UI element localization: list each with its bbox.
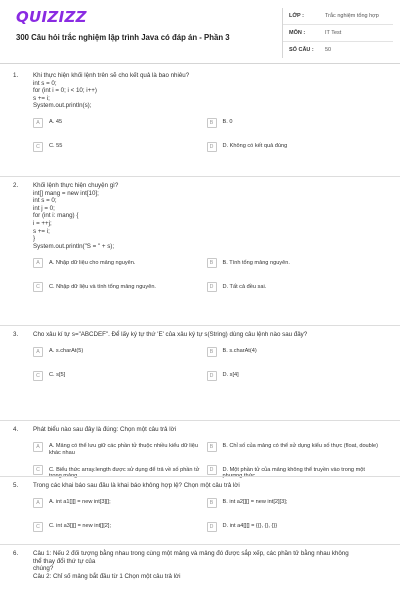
meta-table — [282, 8, 393, 58]
answer-option-a[interactable] — [33, 347, 207, 357]
answer-checkbox[interactable]: A — [33, 258, 43, 268]
question-line: Cho xâu kí tự s="ABCDEF". Để lấy ký tự thứ 'E' của xâu ký tự s(String) dùng câu lệnh nào sau đây? — [33, 331, 308, 338]
options-row — [33, 522, 380, 532]
answer-text: D. Không có kết quả đúng — [222, 143, 288, 150]
meta-label: SỐ CÂU : — [289, 47, 314, 53]
question-text — [33, 331, 380, 339]
options-row — [33, 258, 380, 268]
meta-row-subject — [283, 25, 393, 42]
question-line: System.out.println("S = " + s); — [33, 242, 115, 250]
question-line: thể thay đổi thứ tự của — [33, 557, 96, 565]
answer-option-b[interactable] — [207, 347, 381, 357]
meta-value: Trắc nghiệm tổng hợp — [325, 13, 379, 19]
question-line: Khi thực hiện khối lệnh trên sẽ cho kết quả là bao nhiêu? — [33, 72, 190, 79]
answer-option-b[interactable] — [207, 442, 381, 457]
question-text — [33, 550, 380, 580]
answer-checkbox[interactable]: C — [33, 142, 43, 152]
answer-text: D. Một phần tử của mảng không thể truyền vào trong một — [222, 466, 365, 473]
answer-option-a[interactable] — [33, 258, 207, 268]
answer-checkbox[interactable]: A — [33, 442, 43, 452]
document-header — [0, 0, 400, 64]
question-line: for (int i: mang) { — [33, 212, 79, 220]
question-divider — [0, 325, 400, 326]
question-number: 3. — [13, 331, 19, 338]
question-line: int s = 0; — [33, 197, 57, 205]
question-text — [33, 72, 380, 110]
answer-text: A. Mảng có thể lưu giữ các phần tử thuộc nhiều kiểu dữ liệu khác nhau — [49, 443, 199, 456]
answer-text: B. int a2[][] = new int[2][3]; — [222, 499, 288, 506]
answer-option-c[interactable] — [33, 465, 207, 480]
answer-checkbox[interactable]: D — [207, 371, 217, 381]
options-row — [33, 498, 380, 508]
answer-checkbox[interactable]: A — [33, 498, 43, 508]
answer-option-b[interactable] — [207, 498, 381, 508]
quizizz-logo: QUIZIZZ — [16, 8, 87, 26]
question-line: Trong các khai báo sau đâu là khai báo không hợp lệ? Chọn một câu trả lời — [33, 482, 240, 489]
question-line: chúng? — [33, 565, 54, 573]
answer-checkbox[interactable]: C — [33, 465, 43, 475]
meta-label: MÔN : — [289, 30, 306, 36]
answer-option-d[interactable] — [207, 371, 381, 381]
answer-option-c[interactable] — [33, 371, 207, 381]
question-line: s += i; — [33, 227, 50, 235]
answer-option-a[interactable] — [33, 442, 207, 457]
answer-text: B. Chỉ số của mảng có thể sử dụng kiểu số thực (float, double) — [222, 443, 378, 450]
answer-checkbox[interactable]: B — [207, 442, 217, 452]
answer-option-a[interactable] — [33, 498, 207, 508]
options-row — [33, 442, 380, 457]
answer-option-c[interactable] — [33, 142, 207, 152]
options-row — [33, 465, 380, 480]
answer-text: C. Nhập dữ liệu và tính tổng mảng nguyên. — [49, 283, 156, 290]
question-number: 2. — [13, 182, 19, 189]
answer-option-d[interactable] — [207, 142, 381, 152]
question-line: Câu 2: Chỉ số mảng bắt đầu từ 1 Chọn một câu trả lời — [33, 572, 181, 580]
options-row — [33, 142, 380, 152]
question-divider — [0, 544, 400, 545]
options-row — [33, 118, 380, 128]
options-row — [33, 347, 380, 357]
answer-text: C. 55 — [49, 143, 63, 150]
question-line: for (int i = 0; i < 10; i++) — [33, 87, 97, 95]
answer-checkbox[interactable]: C — [33, 522, 43, 532]
question-number: 4. — [13, 426, 19, 433]
question-line: s += i; — [33, 94, 50, 102]
answer-option-b[interactable] — [207, 118, 381, 128]
question-divider — [0, 420, 400, 421]
answer-text: D. s[4] — [222, 372, 239, 379]
answer-option-d[interactable] — [207, 522, 381, 532]
answer-checkbox[interactable]: D — [207, 282, 217, 292]
question-4 — [0, 426, 400, 480]
document-title: 300 Câu hỏi trắc nghiệm lập trình Java có đáp án - Phần 3 — [16, 33, 230, 42]
answer-text: A. int a1[][] = new int[3][]; — [49, 499, 111, 506]
question-line: int s = 0; — [33, 79, 57, 87]
answer-option-c[interactable] — [33, 282, 207, 292]
answer-text: A. s.charAt(5) — [49, 348, 84, 355]
answer-text: D. Tất cả đều sai. — [222, 283, 267, 290]
meta-value: 50 — [325, 47, 332, 53]
question-line: int[] mang = new int[10]; — [33, 189, 99, 197]
answer-checkbox[interactable]: D — [207, 142, 217, 152]
answer-option-b[interactable] — [207, 258, 381, 268]
question-line: i = ++j; — [33, 219, 52, 227]
answer-option-a[interactable] — [33, 118, 207, 128]
question-5 — [0, 482, 400, 532]
meta-row-count — [283, 42, 393, 58]
answer-text: C. int a3[][] = new int[][2]; — [49, 523, 112, 530]
question-line: } — [33, 235, 36, 243]
answer-checkbox[interactable]: D — [207, 522, 217, 532]
question-line: Câu 1: Nếu 2 đối tượng bằng nhau trong cùng một mảng và mảng đó được sắp xếp, các phần tử bằng nhau không — [33, 550, 349, 557]
answer-checkbox[interactable]: B — [207, 258, 217, 268]
question-number: 5. — [13, 482, 19, 489]
answer-option-d[interactable] — [207, 465, 381, 480]
meta-label: LỚP : — [289, 13, 304, 19]
answer-text: A. 45 — [49, 119, 63, 126]
question-text — [33, 182, 380, 250]
answer-text: D. int a4[][] = {{}, {}, {}} — [222, 523, 278, 530]
answer-option-c[interactable] — [33, 522, 207, 532]
answer-checkbox[interactable]: A — [33, 118, 43, 128]
answer-text: B. 0 — [222, 119, 233, 126]
question-line: int j = 0; — [33, 204, 55, 212]
answer-option-d[interactable] — [207, 282, 381, 292]
answer-checkbox[interactable]: D — [207, 465, 217, 475]
answer-checkbox[interactable]: A — [33, 347, 43, 357]
question-2 — [0, 182, 400, 292]
question-divider — [0, 476, 400, 477]
answer-checkbox[interactable]: C — [33, 282, 43, 292]
question-6 — [0, 550, 400, 580]
answer-text: B. Tính tổng mảng nguyên. — [222, 259, 290, 266]
question-text — [33, 482, 380, 490]
answer-checkbox[interactable]: B — [207, 347, 217, 357]
question-number: 6. — [13, 550, 19, 557]
options-row — [33, 282, 380, 292]
answer-checkbox[interactable]: C — [33, 371, 43, 381]
question-line: Khối lệnh thực hiện chuyện gì? — [33, 182, 119, 189]
question-1 — [0, 72, 400, 152]
answer-text: B. s.charAt(4) — [222, 348, 257, 355]
answer-text: C. s[5] — [49, 372, 66, 379]
options-row — [33, 371, 380, 381]
answer-checkbox[interactable]: B — [207, 118, 217, 128]
question-3 — [0, 331, 400, 381]
meta-value: IT Test — [325, 30, 342, 36]
answer-checkbox[interactable]: B — [207, 498, 217, 508]
question-divider — [0, 176, 400, 177]
answer-text: A. Nhập dữ liệu cho mảng nguyên. — [49, 259, 136, 266]
question-line: System.out.println(s); — [33, 102, 92, 110]
question-text — [33, 426, 380, 434]
question-line: Phát biểu nào sau đây là đúng: Chọn một câu trả lời — [33, 426, 177, 433]
answer-text: C. Biểu thức array.length được sử dụng để trả về số phần tử — [49, 466, 200, 473]
question-number: 1. — [13, 72, 19, 79]
meta-row-class — [283, 8, 393, 25]
